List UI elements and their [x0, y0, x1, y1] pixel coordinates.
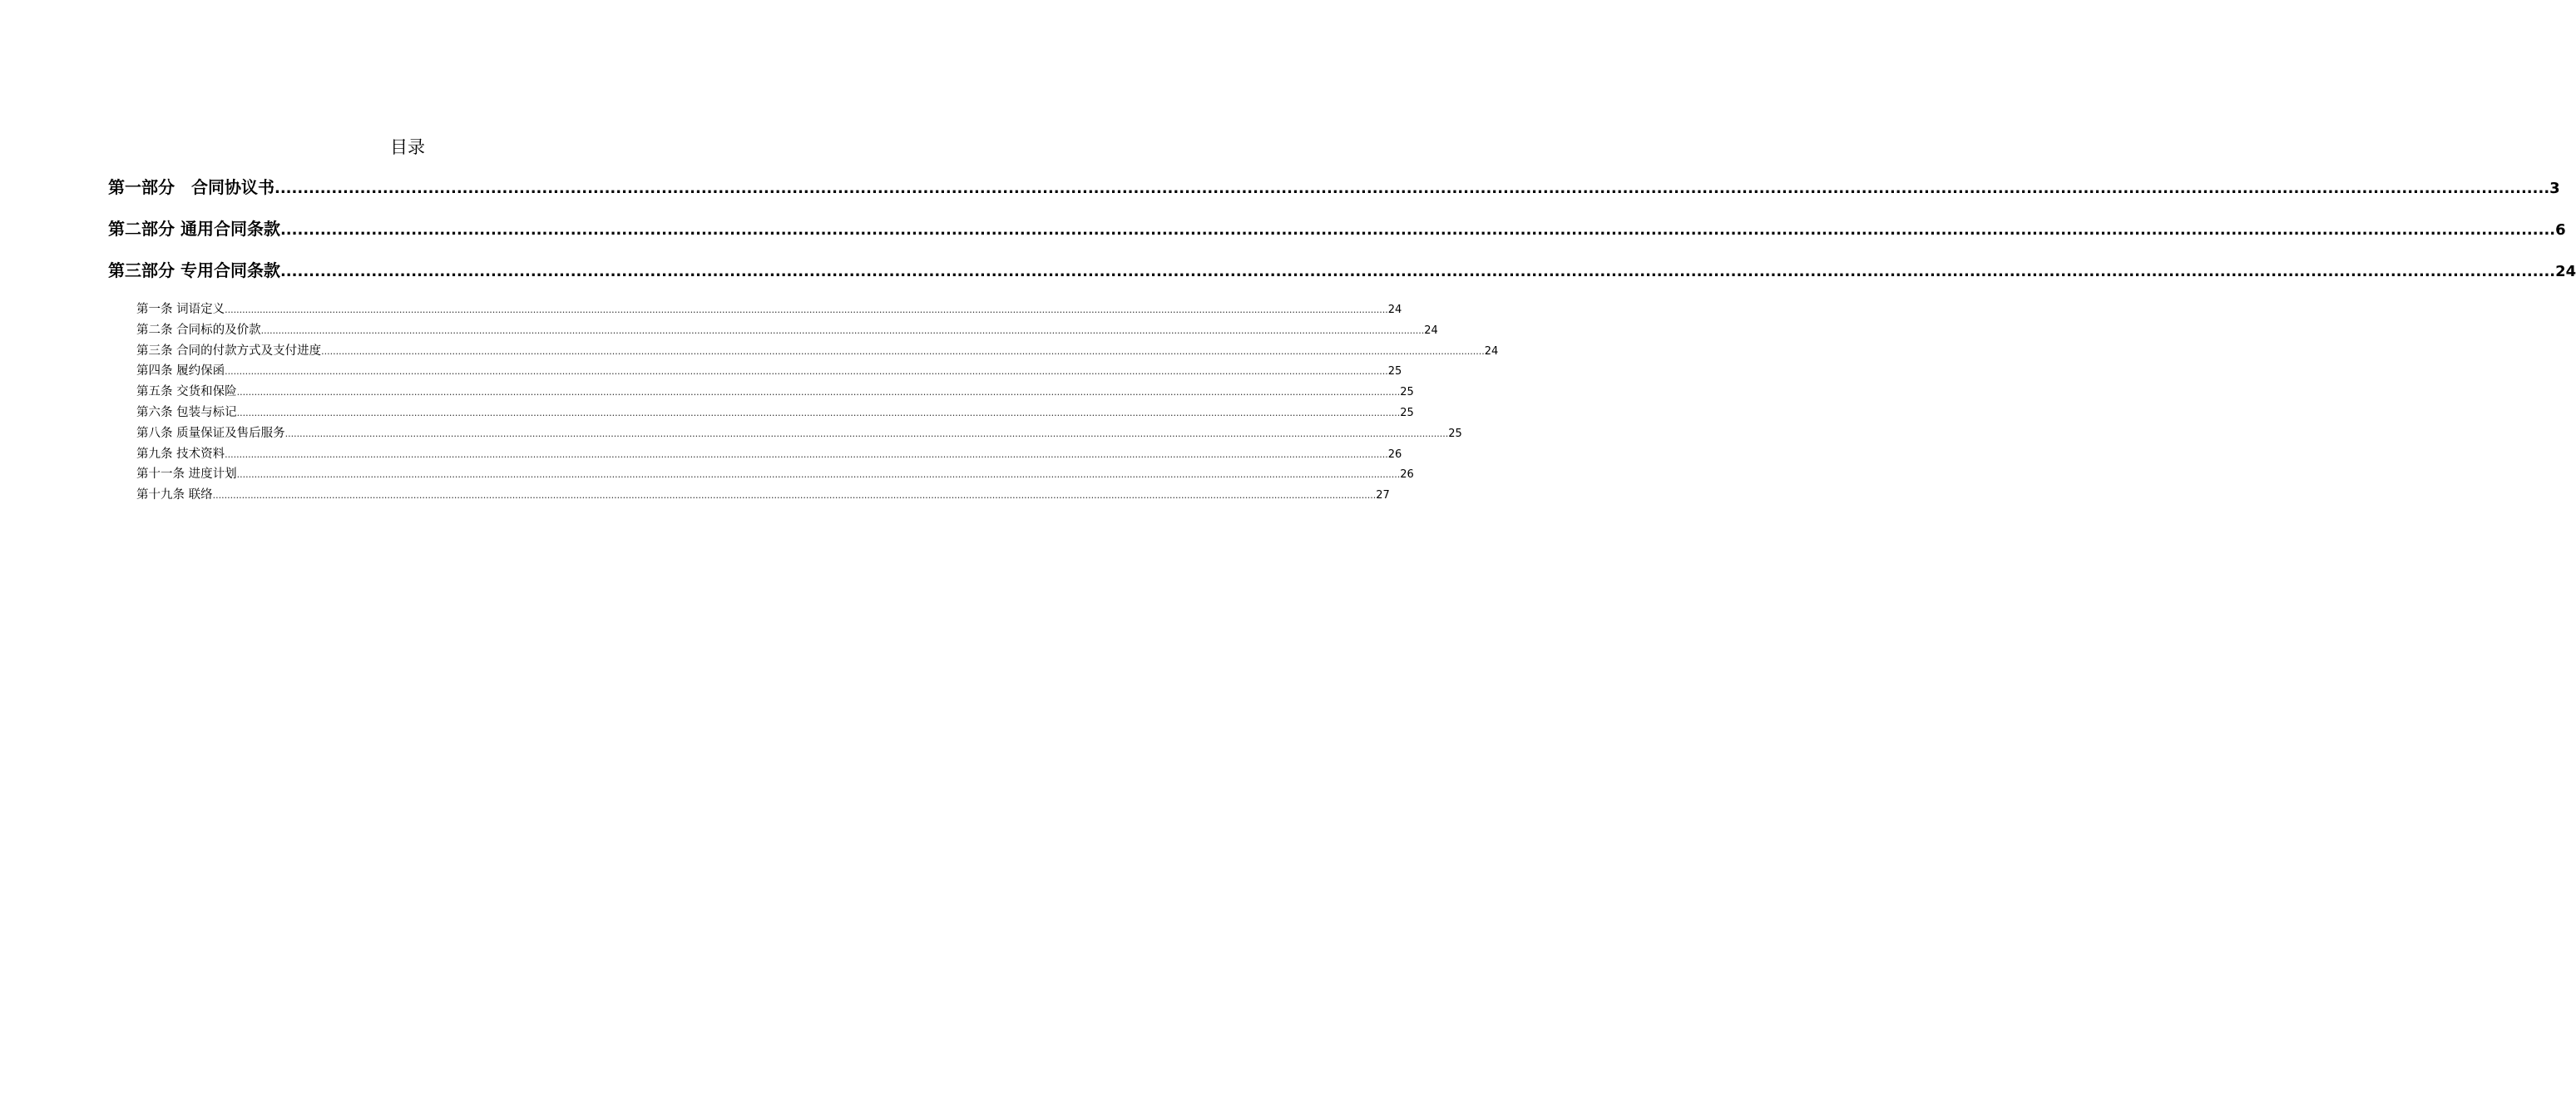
toc-page-number: 25: [1400, 386, 1414, 399]
dot-leader: ................................................................................................................................................................................................................................................................................................................................................................................................................: [260, 324, 1425, 336]
toc-clause-7[interactable]: [136, 424, 1462, 445]
toc-part-3[interactable]: [108, 258, 2576, 299]
dot-leader: ................................................................................................................................................................................................................................................................................................................................................................................................................: [236, 407, 1401, 418]
dot-leader: ................................................................................................................................................................................................................................................................................................................................................................................................................: [225, 366, 1388, 378]
dot-leader: ................................................................................................................................................................................................................................................................................................................................................................................................................: [279, 263, 2556, 280]
toc-page-number: 27: [1376, 489, 1390, 502]
dot-leader: ................................................................................................................................................................................................................................................................................................................................................................................................................: [236, 469, 1401, 481]
dot-leader: ................................................................................................................................................................................................................................................................................................................................................................................................................: [236, 387, 1401, 398]
toc-page-number: 25: [1448, 427, 1462, 440]
toc-part-label: 第一部分 合同协议书: [108, 177, 274, 197]
dot-leader: ................................................................................................................................................................................................................................................................................................................................................................................................................: [274, 180, 2550, 197]
toc-page-number: 6: [2555, 221, 2566, 239]
toc-clause-label: 第四条 履约保函: [136, 364, 225, 378]
dot-leader: ................................................................................................................................................................................................................................................................................................................................................................................................................: [279, 221, 2556, 239]
toc-clause-10[interactable]: [136, 486, 1390, 507]
toc-clause-label: 第十九条 联络: [136, 488, 213, 502]
toc-clause-label: 第十一条 进度计划: [136, 467, 237, 482]
toc-page-number: 25: [1400, 406, 1414, 419]
toc-part-label: 第二部分 通用合同条款: [108, 219, 280, 239]
toc-clause-label: 第九条 技术资料: [136, 447, 225, 461]
toc-page-number: 3: [2549, 180, 2560, 197]
dot-leader: ................................................................................................................................................................................................................................................................................................................................................................................................................: [225, 304, 1388, 315]
dot-leader: ................................................................................................................................................................................................................................................................................................................................................................................................................: [284, 428, 1449, 439]
toc-clause-3[interactable]: [136, 342, 1499, 363]
toc-page-number: 24: [1387, 304, 1402, 316]
toc-clause-label: 第六条 包装与标记: [136, 405, 237, 419]
toc-part-2[interactable]: [108, 216, 2566, 258]
toc-clause-label: 第五条 交货和保险: [136, 385, 237, 399]
toc-part-1[interactable]: [108, 175, 2560, 216]
toc-page-number: 24: [2555, 263, 2576, 280]
toc-page-number: 24: [1424, 324, 1438, 337]
toc-clause-label: 第三条 合同的付款方式及支付进度: [136, 344, 322, 358]
toc-clause-label: 第一条 词语定义: [136, 303, 225, 316]
toc-part-label: 第三部分 专用合同条款: [108, 260, 280, 280]
toc-clause-4[interactable]: [136, 362, 1402, 383]
toc-clause-1[interactable]: [136, 300, 1402, 321]
dot-leader: ................................................................................................................................................................................................................................................................................................................................................................................................................: [225, 448, 1388, 460]
toc-clause-5[interactable]: [136, 383, 1414, 403]
toc-title: 目录: [390, 137, 425, 157]
toc-clause-label: 第八条 质量保证及售后服务: [136, 426, 285, 440]
toc-page-number: 24: [1484, 344, 1499, 358]
toc-page-number: 26: [1400, 468, 1414, 482]
toc-page-number: 25: [1387, 365, 1402, 378]
dot-leader: ................................................................................................................................................................................................................................................................................................................................................................................................................: [321, 345, 1485, 357]
toc-clause-label: 第二条 合同标的及价款: [136, 323, 261, 337]
dot-leader: ................................................................................................................................................................................................................................................................................................................................................................................................................: [212, 490, 1377, 502]
toc-clause-2[interactable]: [136, 321, 1438, 342]
toc-clause-list: [108, 300, 1499, 507]
toc-clause-6[interactable]: [136, 403, 1414, 424]
toc-page-number: 26: [1387, 448, 1402, 461]
toc-clause-9[interactable]: [136, 465, 1414, 486]
toc-clause-8[interactable]: [136, 445, 1402, 466]
table-of-contents: [108, 175, 2576, 507]
